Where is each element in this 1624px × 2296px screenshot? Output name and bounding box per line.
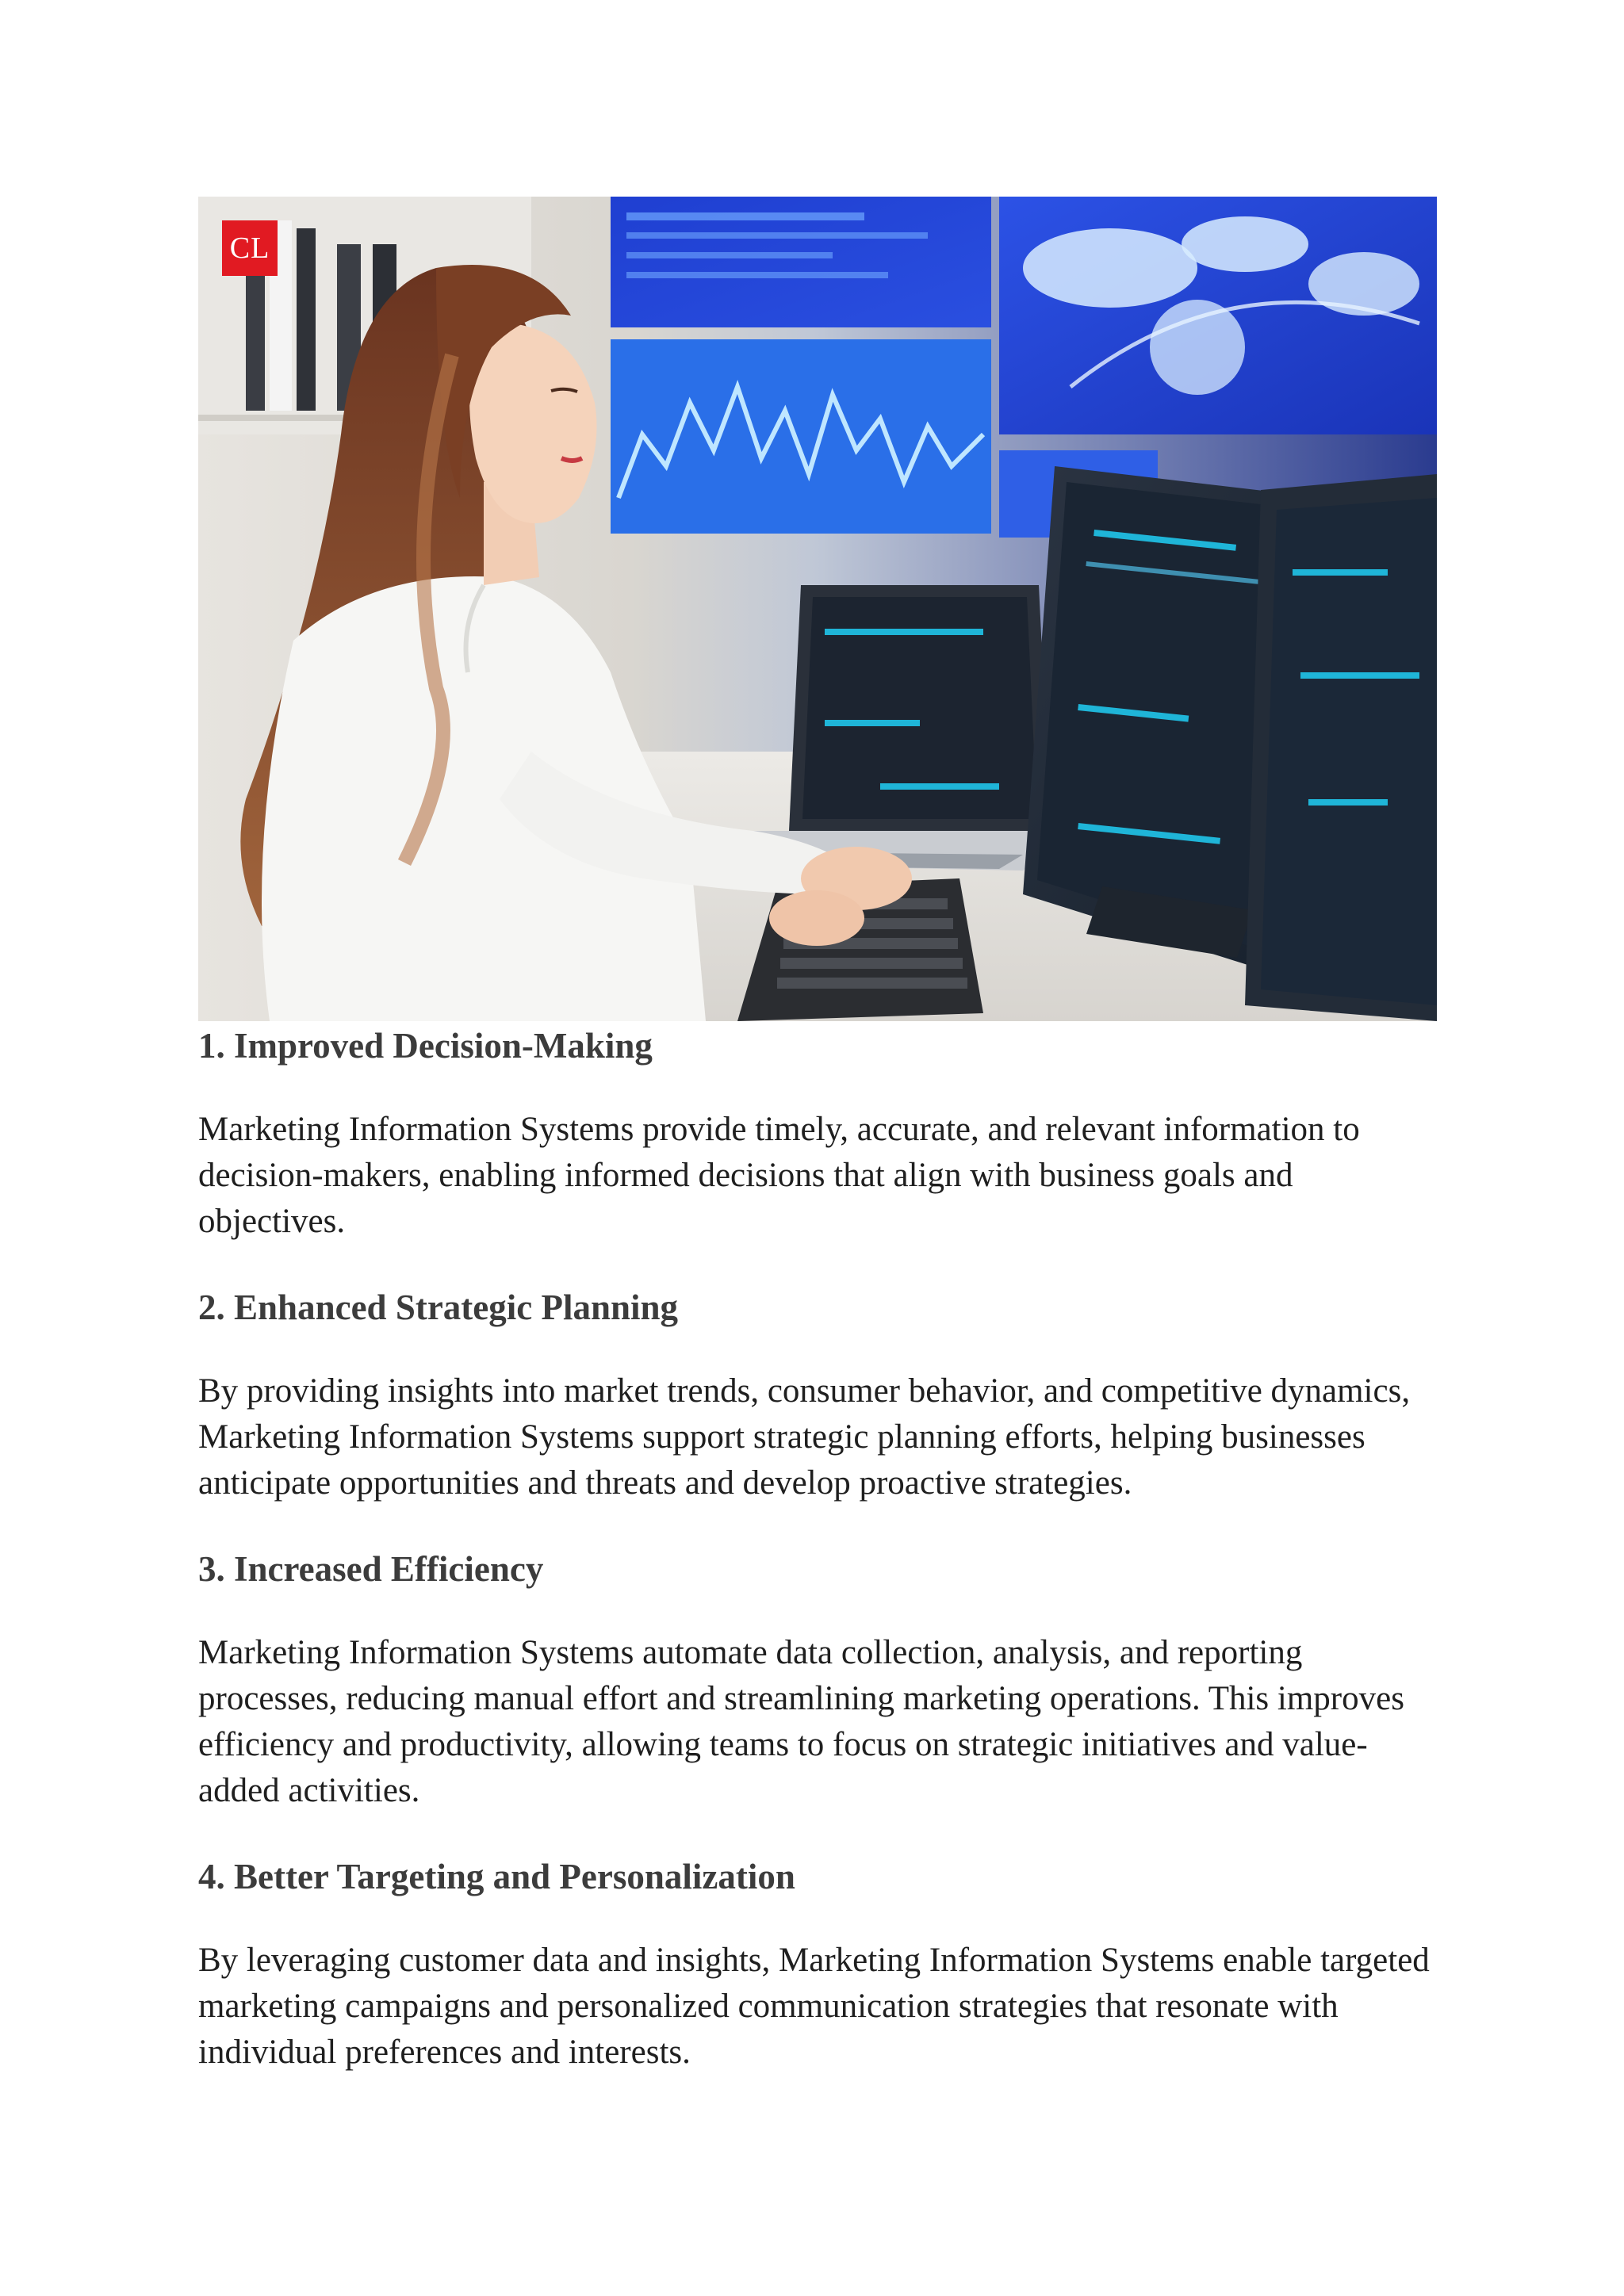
office-photo-illustration bbox=[198, 197, 1437, 1021]
section-body-targeting: By leveraging customer data and insights, Marketing Information Systems enable targeted marketing campaigns and personalized communication strategies that resonate with individual preferences and interests. bbox=[198, 1942, 1430, 2071]
section-heading-targeting: 4. Better Targeting and Personalization bbox=[198, 1857, 795, 1896]
brand-logo-badge: CL bbox=[222, 220, 278, 276]
section-body-efficiency: Marketing Information Systems automate data collection, analysis, and reporting processes, reducing manual effort and streamlining marketing operations. This improves efficiency and productivity, allowing teams to focus on strategic initiatives and value-added activities. bbox=[198, 1634, 1404, 1809]
hero-image bbox=[198, 197, 1437, 1021]
section-heading-decision-making: 1. Improved Decision-Making bbox=[198, 1026, 653, 1066]
article-body bbox=[198, 1023, 1435, 2115]
section-body-strategic-planning: By providing insights into market trends, consumer behavior, and competitive dynamics, Marketing Information Systems support strategic planning efforts, helping businesses anticipate opportunities and threats and develop proactive strategies. bbox=[198, 1372, 1411, 1502]
section-body-decision-making: Marketing Information Systems provide timely, accurate, and relevant information to decision-makers, enabling informed decisions that align with business goals and objectives. bbox=[198, 1111, 1360, 1240]
section-heading-strategic-planning: 2. Enhanced Strategic Planning bbox=[198, 1288, 679, 1327]
section-heading-efficiency: 3. Increased Efficiency bbox=[198, 1549, 544, 1589]
